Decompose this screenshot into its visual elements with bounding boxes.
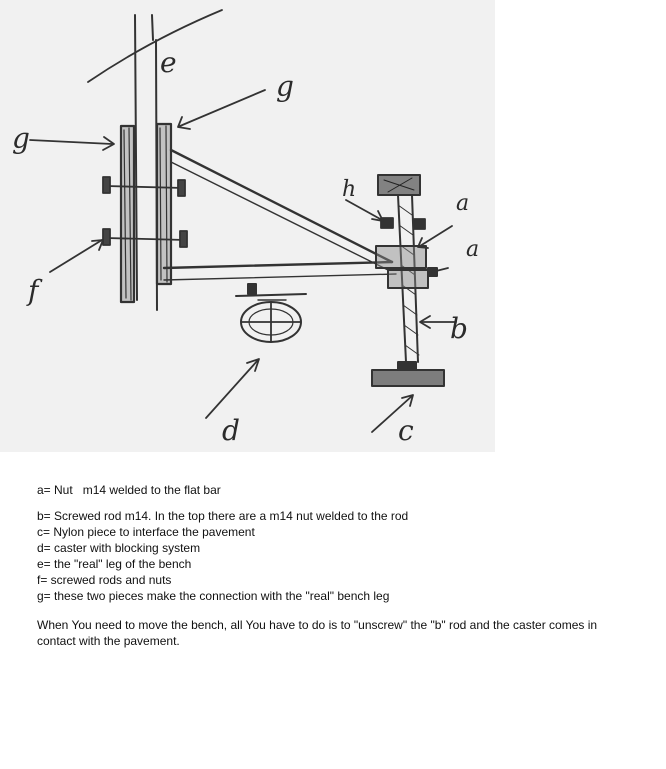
label-h: h: [342, 177, 357, 202]
flat-bars: [164, 150, 396, 280]
bracket-plate-right: [157, 124, 171, 284]
label-a-bottom: a: [466, 237, 480, 262]
legend-g: g= these two pieces make the connection with the "real" bench leg: [37, 589, 390, 603]
label-g-right: g: [276, 70, 294, 103]
label-b: b: [450, 312, 468, 345]
legend-note: When You need to move the bench, all You have to do is to "unscrew" the "b" rod and the caster comes in contact with the pavement.: [37, 618, 598, 648]
sketch-drawing: [0, 0, 495, 452]
legend: [37, 482, 637, 661]
label-c: c: [398, 414, 414, 447]
bench-leg-e: [88, 10, 222, 310]
sketch-svg: [0, 0, 495, 452]
legend-d: d= caster with blocking system: [37, 541, 201, 555]
legend-b: b= Screwed rod m14. In the top there are a m14 nut welded to the rod: [37, 509, 409, 523]
legend-e: e= the "real" leg of the bench: [37, 557, 192, 571]
screwed-rods-f: [103, 177, 187, 247]
top-nut: [378, 175, 420, 195]
label-f: f: [28, 274, 39, 307]
label-d: d: [222, 414, 240, 447]
label-a-top: a: [456, 191, 470, 216]
label-g-left: g: [12, 122, 30, 155]
welded-nuts-a: [376, 246, 437, 288]
legend-f: f= screwed rods and nuts: [37, 573, 172, 587]
nylon-piece-c: [372, 362, 444, 386]
legend-a: a= Nut m14 welded to the flat bar: [37, 483, 221, 497]
bracket-plate-left: [121, 126, 134, 302]
label-e: e: [160, 46, 177, 79]
caster-d: [236, 284, 306, 342]
legend-c: c= Nylon piece to interface the pavement: [37, 525, 255, 539]
